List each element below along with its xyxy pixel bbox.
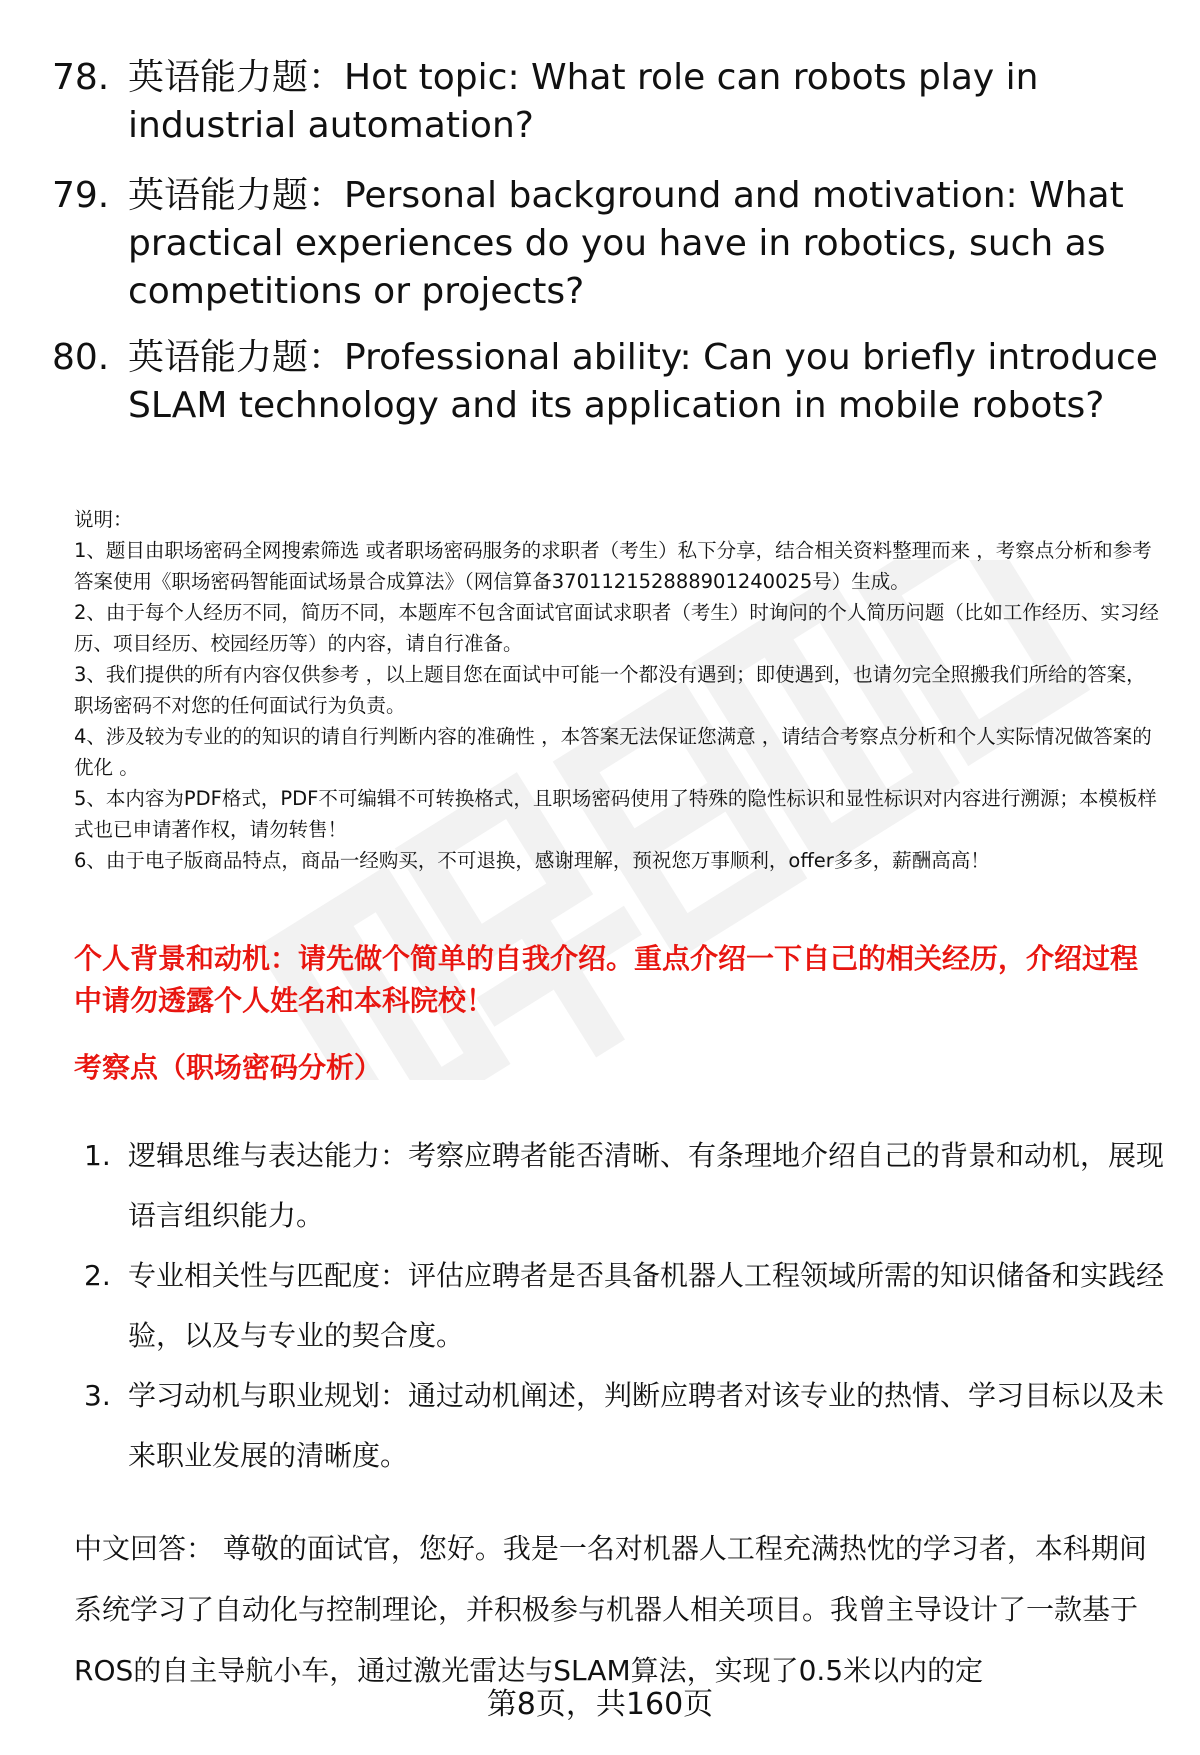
analysis-points <box>84 1126 1164 1486</box>
question-number: 79. <box>52 175 110 216</box>
question-heading: 个人背景和动机：请先做个简单的自我介绍。重点介绍一下自己的相关经历，介绍过程中请勿透露个人姓名和本科院校！ <box>74 942 1139 1017</box>
note-item: 3、我们提供的所有内容仅供参考 ，以上题目您在面试中可能一个都没有遇到；即使遇到，也请勿完全照搬我们所给的答案，职场密码不对您的任何面试行为负责。 <box>74 663 1146 717</box>
analysis-point <box>84 1366 1164 1486</box>
note-item: 1、题目由职场密码全网搜索筛选 或者职场密码服务的求职者（考生）私下分享，结合相关资料整理而来 ，考察点分析和参考答案使用《职场密码智能面试场景合成算法》（网信算备370112152888901240025号）生成。 <box>74 539 1152 593</box>
note-item: 2、由于每个人经历不同，简历不同，本题库不包含面试官面试求职者（考生）时询问的个人简历问题（比如工作经历、实习经历、项目经历、校园经历等）的内容，请自行准备。 <box>74 601 1159 655</box>
point-text: 学习动机与职业规划：通过动机阐述，判断应聘者对该专业的热情、学习目标以及未来职业发展的清晰度。 <box>128 1379 1165 1472</box>
question-number: 80. <box>52 337 110 378</box>
point-text: 逻辑思维与表达能力：考察应聘者能否清晰、有条理地介绍自己的背景和动机，展现语言组织能力。 <box>128 1139 1165 1232</box>
question-number: 78. <box>52 57 110 98</box>
note-item: 5、本内容为PDF格式，PDF不可编辑不可转换格式，且职场密码使用了特殊的隐性标识和显性标识对内容进行溯源；本模板样式也已申请著作权，请勿转售！ <box>74 787 1157 841</box>
question-80 <box>52 334 1162 430</box>
point-number: 1. <box>84 1139 111 1172</box>
notes-title: 说明： <box>74 508 133 531</box>
point-number: 3. <box>84 1379 111 1412</box>
page-footer: 第8页，共160页 <box>486 1687 714 1722</box>
note-item: 4、涉及较为专业的的知识的请自行判断内容的准确性 ，本答案无法保证您满意 ，请结合考察点分析和个人实际情况做答案的优化 。 <box>74 725 1152 779</box>
question-text: 英语能力题：Personal background and motivation: What practical experiences do you have in robotics, such as competitions or projects? <box>128 175 1124 312</box>
point-text: 专业相关性与匹配度：评估应聘者是否具备机器人工程领域所需的知识储备和实践经验，以及与专业的契合度。 <box>128 1259 1165 1352</box>
answer-text: 中文回答： 尊敬的面试官，您好。我是一名对机器人工程充满热忱的学习者，本科期间系统学习了自动化与控制理论，并积极参与机器人相关项目。我曾主导设计了一款基于ROS的自主导航小车，通过激光雷达与SLAM算法，实现了0.5米以内的定 <box>74 1532 1147 1687</box>
question-78 <box>52 54 1162 150</box>
analysis-point <box>84 1126 1164 1246</box>
question-text: 英语能力题：Professional ability: Can you briefly introduce SLAM technology and its application in mobile robots? <box>128 337 1158 426</box>
analysis-heading: 考察点（职场密码分析） <box>74 1051 383 1084</box>
point-number: 2. <box>84 1259 111 1292</box>
notes-section <box>74 504 1164 876</box>
analysis-point <box>84 1246 1164 1366</box>
note-item: 6、由于电子版商品特点，商品一经购买，不可退换，感谢理解，预祝您万事顺利，offer多多，薪酬高高！ <box>74 849 990 872</box>
question-79 <box>52 172 1162 316</box>
question-text: 英语能力题：Hot topic: What role can robots play in industrial automation? <box>128 57 1039 146</box>
